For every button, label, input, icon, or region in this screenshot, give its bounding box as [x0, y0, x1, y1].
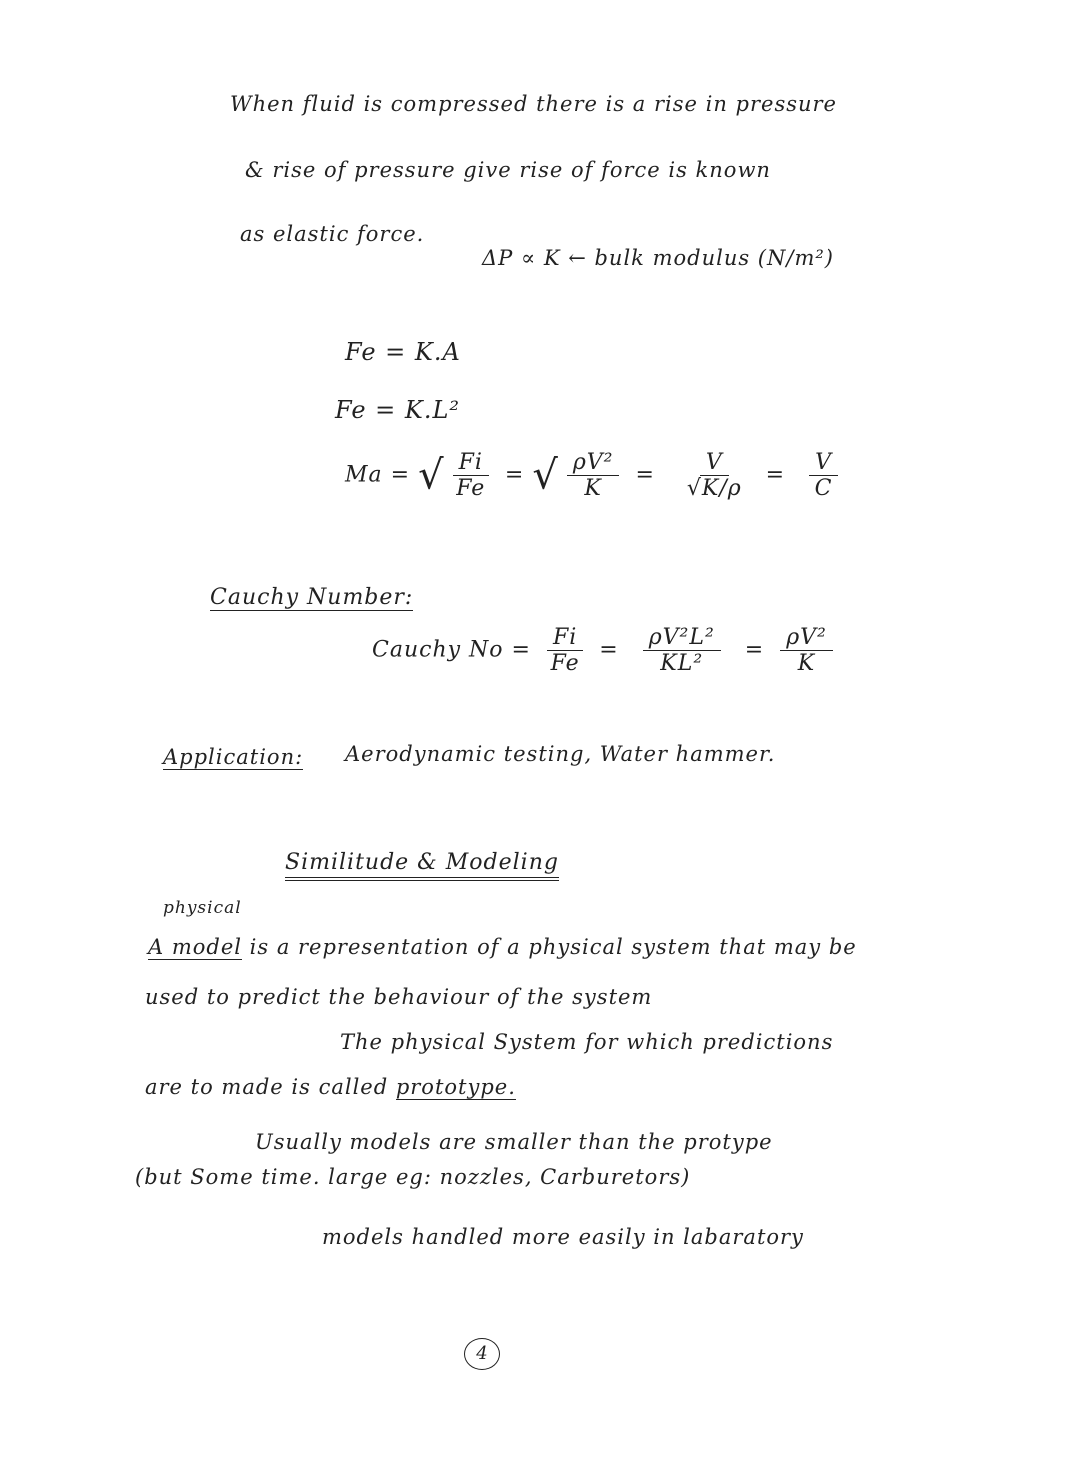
- numerator: Fi: [547, 625, 583, 651]
- numerator: V: [700, 450, 729, 476]
- text-line: physical: [163, 898, 242, 918]
- denominator: Fe: [550, 651, 580, 676]
- application-text: Aerodynamic testing, Water hammer.: [345, 742, 776, 766]
- mach-label: Ma =: [345, 462, 411, 488]
- text-line: models handled more easily in labaratory: [322, 1225, 804, 1249]
- numerator: ρV²L²: [643, 625, 721, 651]
- text: is a representation of a physical system that may be: [241, 935, 857, 959]
- prototype-term: prototype.: [395, 1075, 516, 1099]
- text: are to made is called: [145, 1075, 396, 1099]
- mach-equation: Ma = √ $\frac{Fi}{Fe}$ = √ $\frac{\text{ρV²}}{K}$ = $\frac{V}{√K/\rho}$ = $\frac{V}{C}$: [345, 450, 846, 501]
- denominator: K: [797, 651, 816, 676]
- section-heading: Similitude & Modeling: [285, 850, 559, 881]
- cauchy-heading: Cauchy Number:: [210, 585, 414, 610]
- cauchy-label: Cauchy No =: [372, 637, 531, 663]
- denominator: Fe: [456, 476, 486, 501]
- denominator: KL²: [660, 651, 704, 676]
- text-line: (but Some time. large eg: nozzles, Carburetors): [135, 1165, 691, 1189]
- text-line: [145, 1075, 516, 1099]
- numerator: Fi: [453, 450, 489, 476]
- numerator: V: [809, 450, 838, 476]
- cauchy-equation: Cauchy No = $\frac{Fi}{Fe}$ = $\frac{\text{ρV²L²}}{\text{KL²}}$ = $\frac{\text{ρV²}}{K}$: [372, 625, 841, 676]
- text-line: & rise of pressure give rise of force is known: [245, 158, 771, 182]
- text-line: The physical System for which predictions: [340, 1030, 834, 1054]
- text-line: [148, 935, 857, 959]
- denominator: K: [584, 476, 602, 501]
- equation: Fe = K.A: [345, 338, 461, 366]
- model-term: A model: [148, 935, 242, 959]
- denominator: √K/ρ: [686, 476, 742, 501]
- bulk-modulus-note: ΔP ∝ K ← bulk modulus (N/m²): [482, 246, 834, 270]
- text-line: as elastic force.: [240, 222, 425, 246]
- numerator: ρV²: [567, 450, 620, 476]
- text-line: Usually models are smaller than the protype: [255, 1130, 773, 1154]
- denominator: C: [814, 476, 833, 501]
- equation: Fe = K.L²: [335, 396, 461, 424]
- page-number: 4: [464, 1338, 500, 1370]
- numerator: ρV²: [780, 625, 833, 651]
- application-label: Application:: [163, 745, 304, 769]
- text-line: used to predict the behaviour of the system: [145, 985, 653, 1009]
- text-line: When fluid is compressed there is a rise in pressure: [230, 92, 837, 116]
